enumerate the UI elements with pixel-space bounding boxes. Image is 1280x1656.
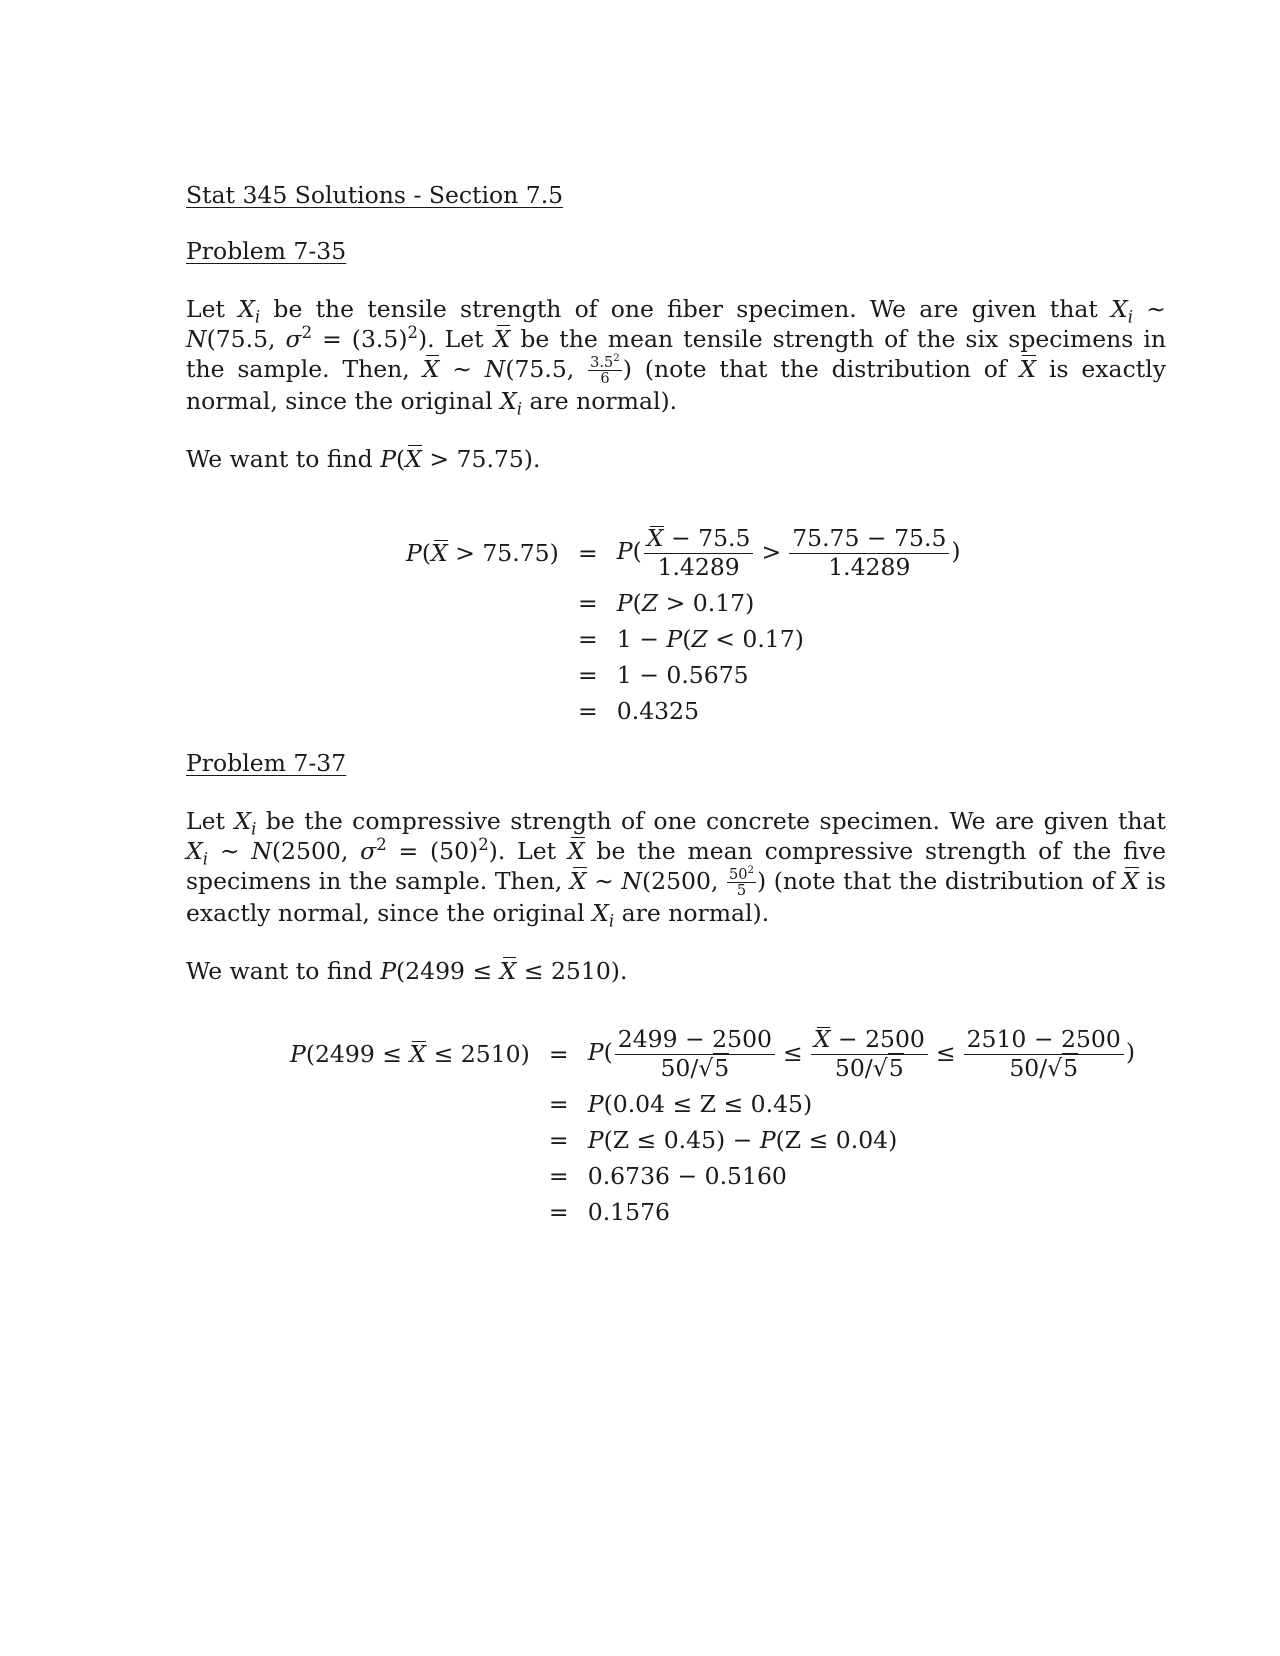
problem-7-37-goal: We want to find P(2499 ≤ X ≤ 2510). bbox=[186, 957, 628, 986]
derivation-row: = 0.4325 bbox=[577, 697, 700, 725]
derivation-row: = 1 − 0.5675 bbox=[577, 661, 749, 689]
derivation-row: = 0.1576 bbox=[548, 1198, 670, 1226]
problem-7-35-goal: We want to find P(X > 75.75). bbox=[186, 445, 541, 474]
document-page bbox=[186, 180, 1166, 474]
variance-fraction: $\frac{3.5^2}{6}$ bbox=[590, 352, 620, 387]
problem-7-35-derivation bbox=[406, 521, 961, 729]
derivation-row: P(2499 ≤ X ≤ 2510) = P( $\frac{2499 - 2500}{50/√5}$ ≤ $\frac{X - 2500}{50/√5}$ ≤ $\frac{2510 - 2500}{50/√5}$ ) bbox=[290, 1025, 1135, 1082]
derivation-row: = P(0.04 ≤ Z ≤ 0.45) bbox=[548, 1090, 813, 1118]
derivation-row: P(X > 75.75) = P( $\frac{X - 75.5}{1.4289}$ > $\frac{75.75 - 75.5}{1.4289}$ ) bbox=[406, 524, 961, 581]
problem-7-37-derivation bbox=[290, 1022, 1135, 1230]
derivation-row: = 0.6736 − 0.5160 bbox=[548, 1162, 787, 1190]
threshold-fraction: $\frac{75.75 - 75.5}{1.4289}$ bbox=[789, 525, 949, 580]
variance-fraction: $\frac{50^2}{5}$ bbox=[728, 864, 754, 899]
problem-7-35-intro: Let $X_i$ be the tensile strength of one fiber specimen. We are given that $X_i$ ∼ N(75.5, $\sigma^2 = (3.5)^2$). Let X be the mean tensile strength of the six specimens in the sample. Then, X ∼ N(75.5, $\frac{3.5^2}{6}$ ) (note that the distribution of X is exactly normal, since the original $X_i$ are normal). bbox=[186, 295, 1166, 419]
problem-7-37-intro: Let $X_i$ be the compressive strength of one concrete specimen. We are given that $X_i$ ∼ N(2500, $\sigma^2 = (50)^2$). Let X be the mean compressive strength of the five specimens in the sample. Then, X ∼ N(2500, $\frac{50^2}{5}$ ) (note that the distribution of X is exactly normal, since the original $X_i$ are normal). bbox=[186, 807, 1166, 931]
z-fraction: $\frac{X - 75.5}{1.4289}$ bbox=[644, 525, 754, 580]
upper-bound-fraction: $\frac{2510 - 2500}{50/√5}$ bbox=[964, 1026, 1124, 1081]
problem-7-37-section bbox=[186, 748, 1166, 986]
lower-bound-fraction: $\frac{2499 - 2500}{50/√5}$ bbox=[615, 1026, 775, 1081]
derivation-row: = P(Z > 0.17) bbox=[577, 589, 755, 617]
problem-heading-7-35: Problem 7-35 bbox=[186, 237, 347, 265]
problem-heading-7-37: Problem 7-37 bbox=[186, 749, 347, 777]
derivation-row: = 1 − P(Z < 0.17) bbox=[577, 625, 804, 653]
document-title: Stat 345 Solutions - Section 7.5 bbox=[186, 181, 564, 209]
z-fraction: $\frac{X - 2500}{50/√5}$ bbox=[811, 1026, 928, 1081]
derivation-row: = P(Z ≤ 0.45) − P(Z ≤ 0.04) bbox=[548, 1126, 898, 1154]
